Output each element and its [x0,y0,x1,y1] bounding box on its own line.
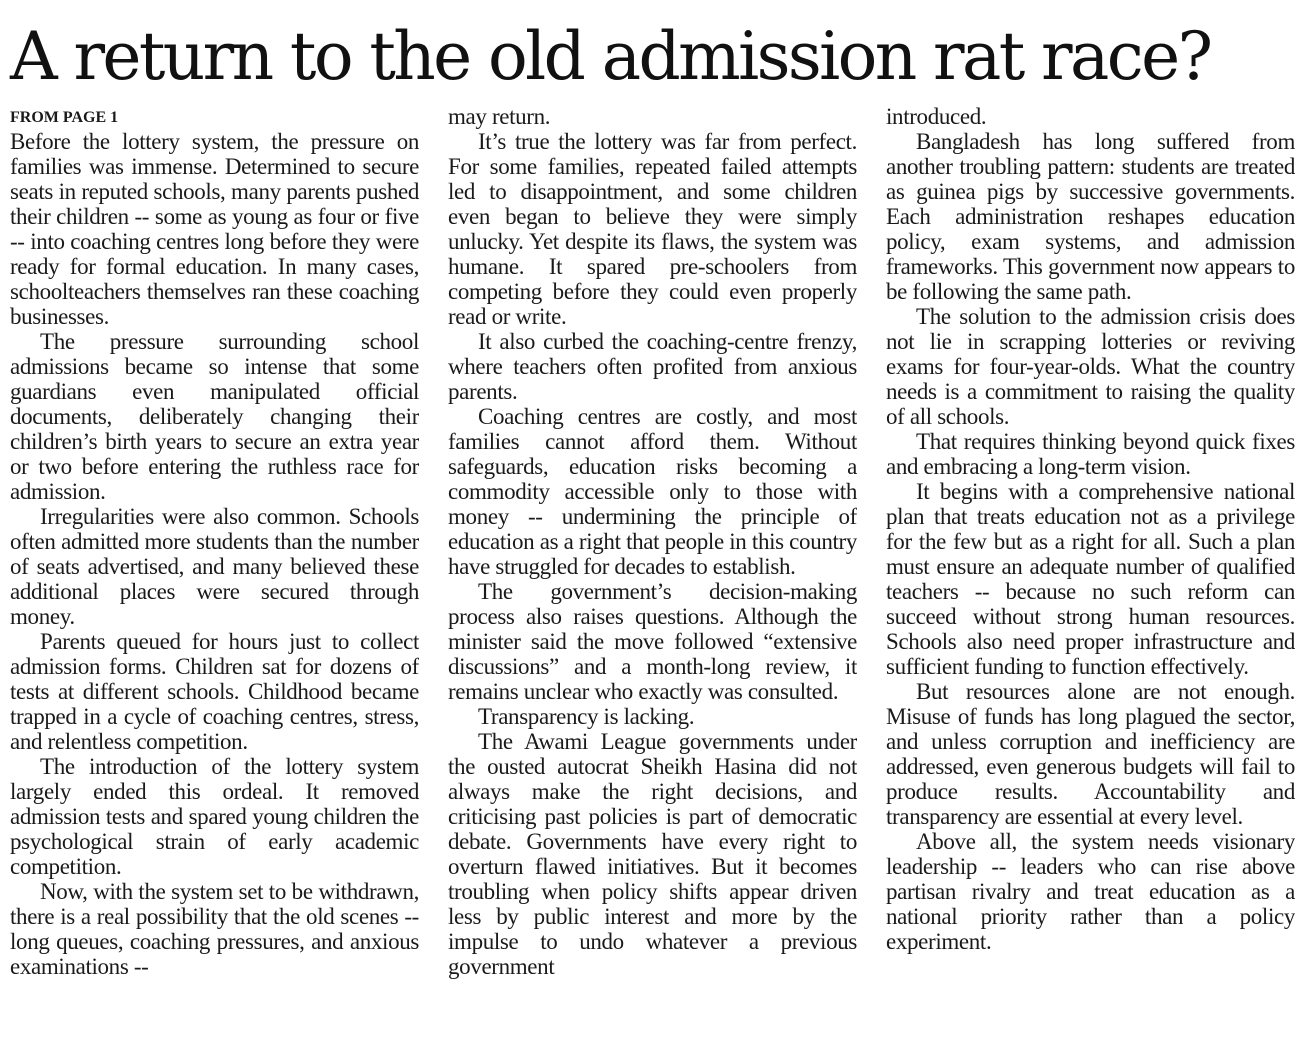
article-column-1 [10,104,419,1034]
paragraph: Transparency is lacking. [478,704,695,729]
paragraph: Irregularities were also common. Schools often admitted more students than the number of seats advertised, and many believed these additional places were secured through money. [10,504,419,629]
paragraph-continued: introduced. [886,104,987,129]
paragraph: Parents queued for hours just to collect admission forms. Children sat for dozens of tests at different schools. Childhood became trapped in a cycle of coaching centres, stress, and relentless competition. [10,629,419,754]
article-column-3 [886,104,1295,1034]
paragraph: Before the lottery system, the pressure on families was immense. Determined to secure seats in reputed schools, many parents pushed their children -- some as young as four or five -- into coaching centres long before they were ready for formal education. In many cases, schoolteachers themselves ran these coaching businesses. [10,129,419,329]
paragraph-continued: may return. [448,104,551,129]
paragraph: The introduction of the lottery system largely ended this ordeal. It removed admission tests and spared young children the psychological strain of early academic competition. [10,754,419,879]
headline: A return to the old admission rat race? [10,18,1211,95]
paragraph: The solution to the admission crisis does not lie in scrapping lotteries or reviving exams for four-year-olds. What the country needs is a commitment to raising the quality of all schools. [886,304,1295,429]
paragraph: That requires thinking beyond quick fixes and embracing a long-term vision. [886,429,1295,479]
paragraph: The pressure surrounding school admissions became so intense that some guardians even manipulated official documents, deliberately changing their children’s birth years to secure an extra year or two before entering the ruthless race for admission. [10,329,419,504]
paragraph: It begins with a comprehensive national plan that treats education not as a privilege for the few but as a right for all. Such a plan must ensure an adequate number of qualified teachers -- because no such reform can succeed without strong human resources. Schools also need proper infrastructure and sufficient funding to function effectively. [886,479,1295,679]
paragraph: Coaching centres are costly, and most families cannot afford them. Without safeguards, education risks becoming a commodity accessible only to those with money -- undermining the principle of education as a right that people in this country have struggled for decades to establish. [448,404,857,579]
paragraph: The government’s decision-making process also raises questions. Although the minister said the move followed “extensive discussions” and a month-long review, it remains unclear who exactly was consulted. [448,579,857,704]
paragraph: The Awami League governments under the ousted autocrat Sheikh Hasina did not always make the right decisions, and criticising past policies is part of democratic debate. Governments have every right to overturn flawed initiatives. But it becomes troubling when policy shifts appear driven less by public interest and more by the impulse to undo whatever a previous government [448,729,857,979]
article-column-2 [448,104,857,1034]
paragraph: But resources alone are not enough. Misuse of funds has long plagued the sector, and unless corruption and inefficiency are addressed, even generous budgets will fail to produce results. Accountability and transparency are essential at every level. [886,679,1295,829]
kicker-from-page-1: FROM PAGE 1 [10,109,119,126]
paragraph: Bangladesh has long suffered from another troubling pattern: students are treated as guinea pigs by successive governments. Each administration reshapes education policy, exam systems, and admission frameworks. This government now appears to be following the same path. [886,129,1295,304]
paragraph: Now, with the system set to be withdrawn, there is a real possibility that the old scenes -- long queues, coaching pressures, and anxious examinations -- [10,879,419,979]
paragraph: It’s true the lottery was far from perfect. For some families, repeated failed attempts led to disappointment, and some children even began to believe they were simply unlucky. Yet despite its flaws, the system was humane. It spared pre-schoolers from competing before they could even properly read or write. [448,129,857,329]
paragraph: It also curbed the coaching-centre frenzy, where teachers often profited from anxious parents. [448,329,857,404]
paragraph: Above all, the system needs visionary leadership -- leaders who can rise above partisan rivalry and treat education as a national priority rather than a policy experiment. [886,829,1295,954]
